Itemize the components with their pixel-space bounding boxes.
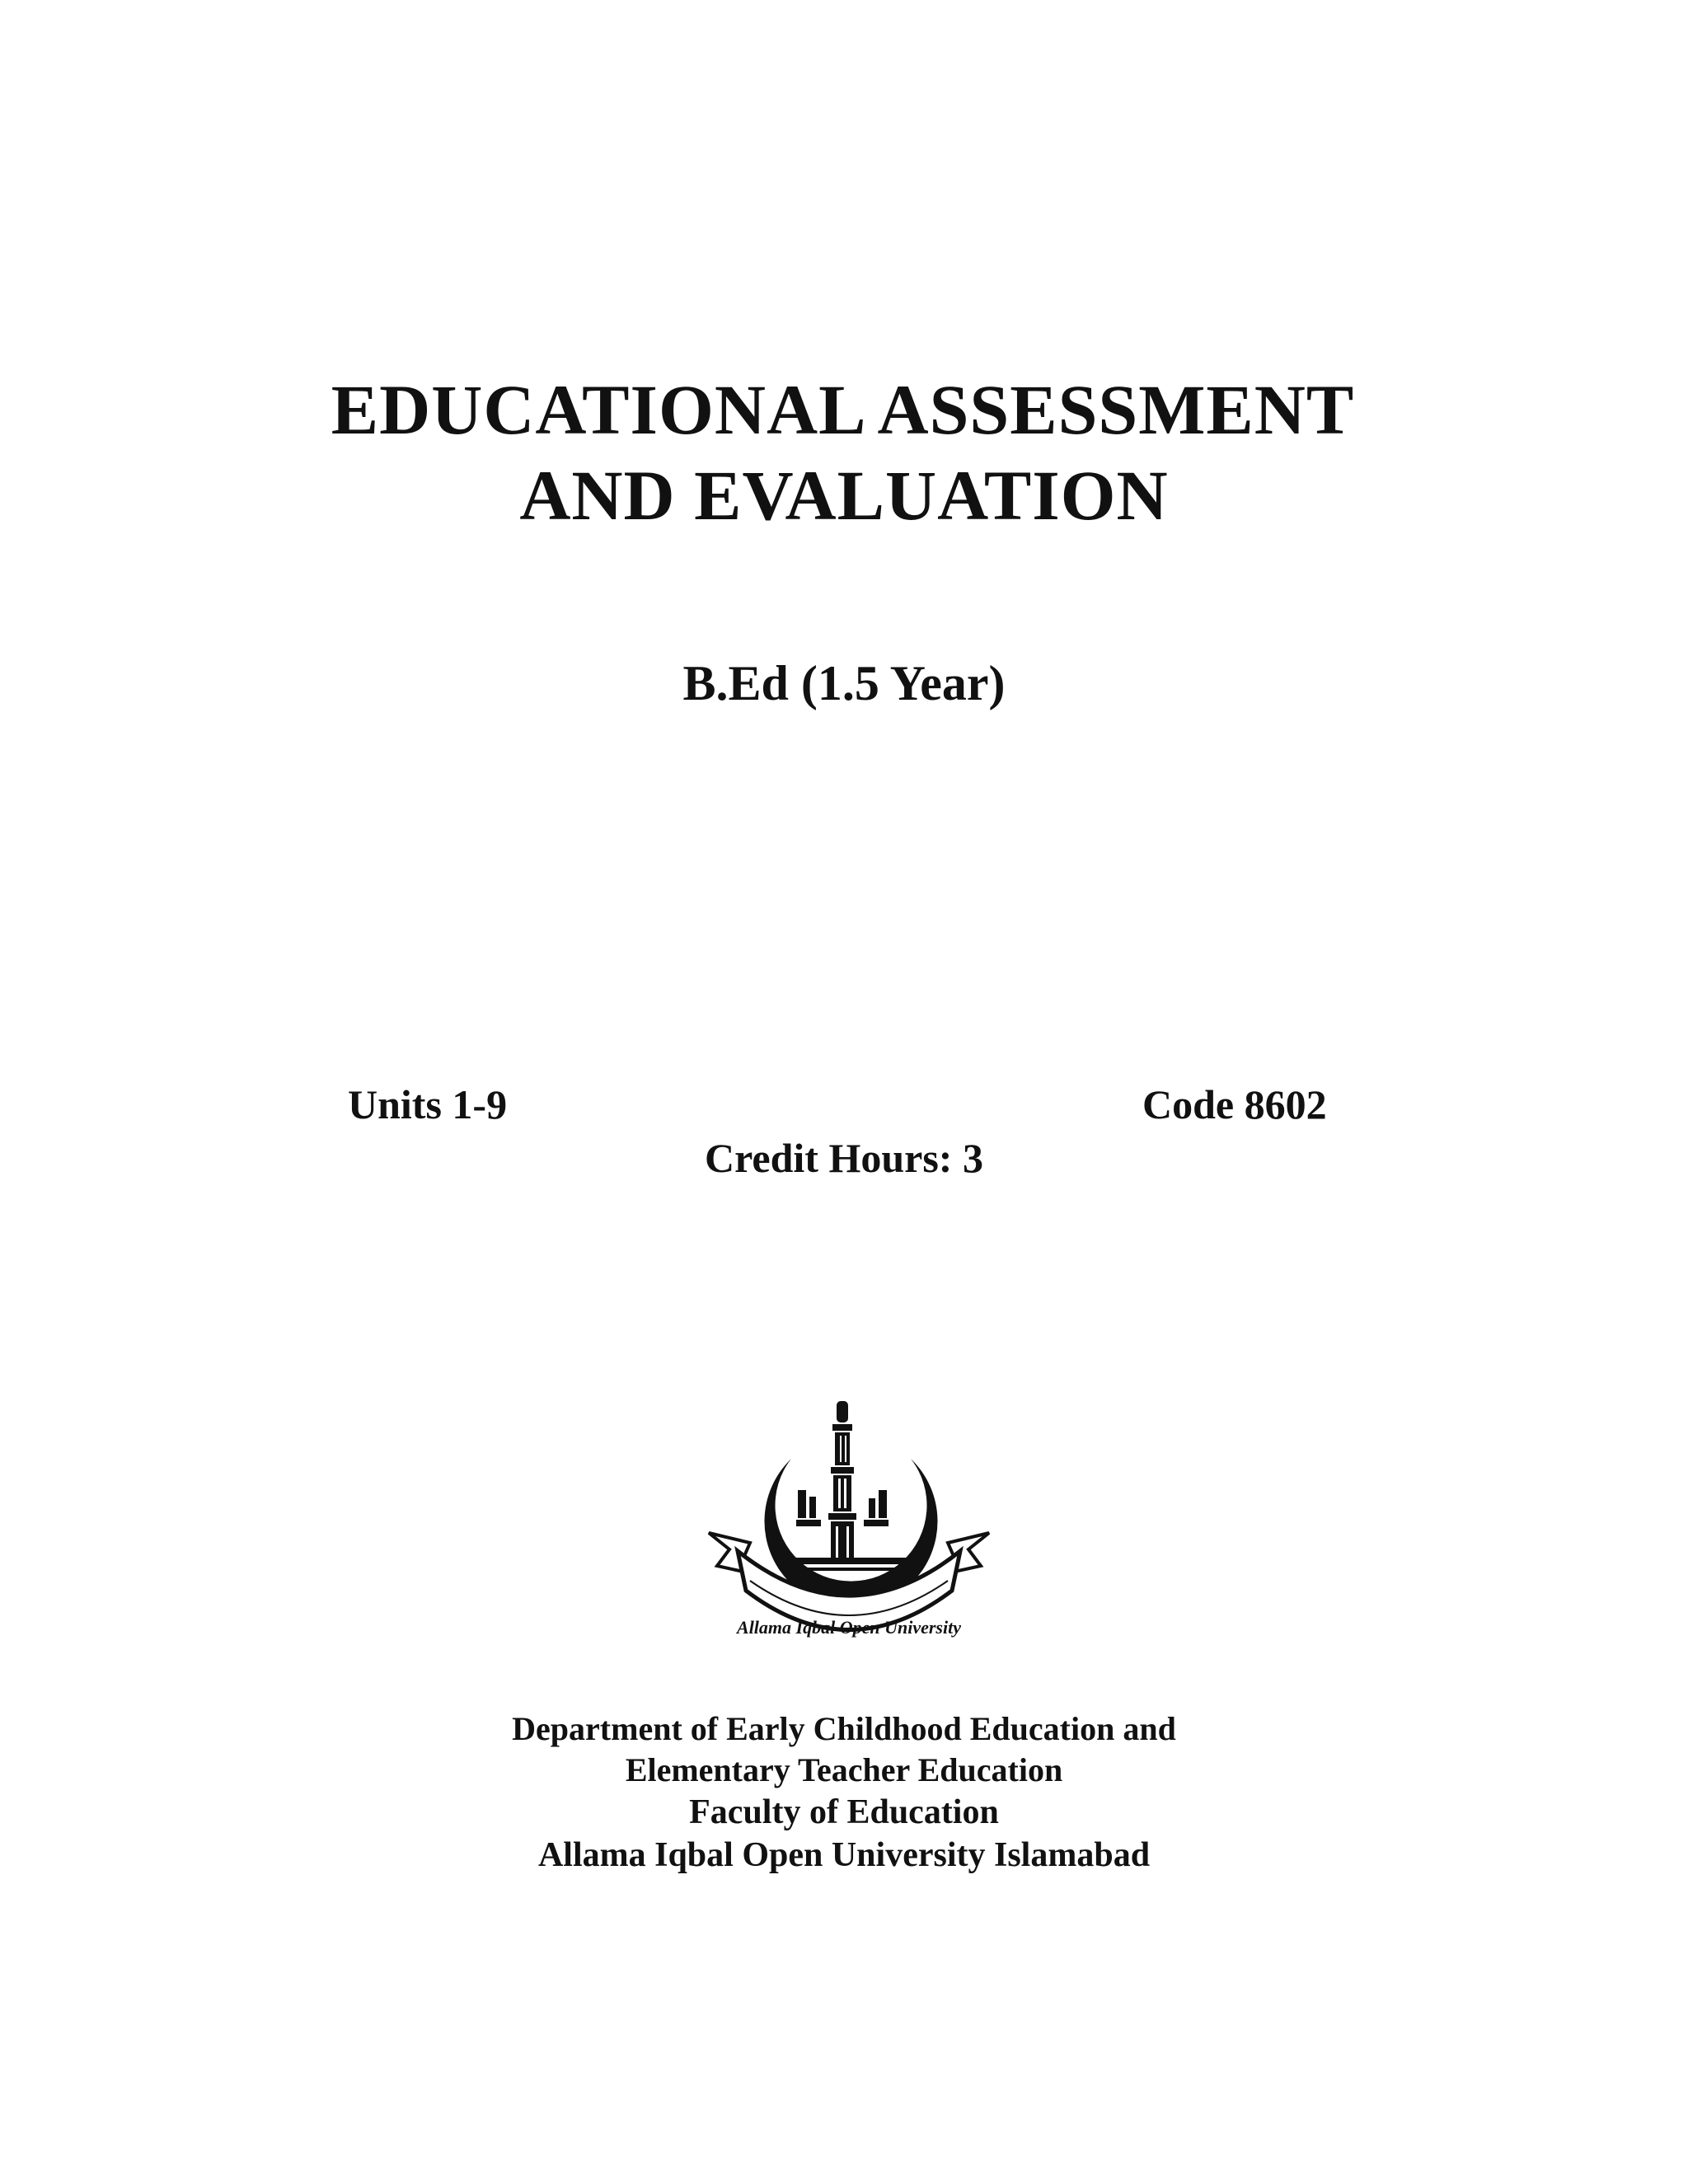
units-label: Units 1-9 [348, 1081, 508, 1127]
university-name: Allama Iqbal Open University Islamabad [537, 1836, 1151, 1874]
credit-hours: Credit Hours: 3 [705, 1135, 983, 1181]
document-title [0, 367, 1688, 538]
minaret-shape [828, 1401, 856, 1563]
department-line-1: Department of Early Childhood Education and [512, 1710, 1176, 1747]
title-line-2: AND EVALUATION [519, 456, 1169, 535]
publisher-info [0, 1708, 1688, 1877]
university-seal-logo [692, 1393, 1006, 1673]
department-line-2: Elementary Teacher Education [625, 1751, 1063, 1788]
faculty-name: Faculty of Education [689, 1793, 999, 1831]
title-line-1: EDUCATIONAL ASSESSMENT [331, 370, 1355, 449]
program-name: B.Ed (1.5 Year) [682, 656, 1006, 710]
seal-ribbon-text: Allama Iqbal Open University [737, 1617, 961, 1638]
course-code: Code 8602 [1142, 1081, 1327, 1127]
